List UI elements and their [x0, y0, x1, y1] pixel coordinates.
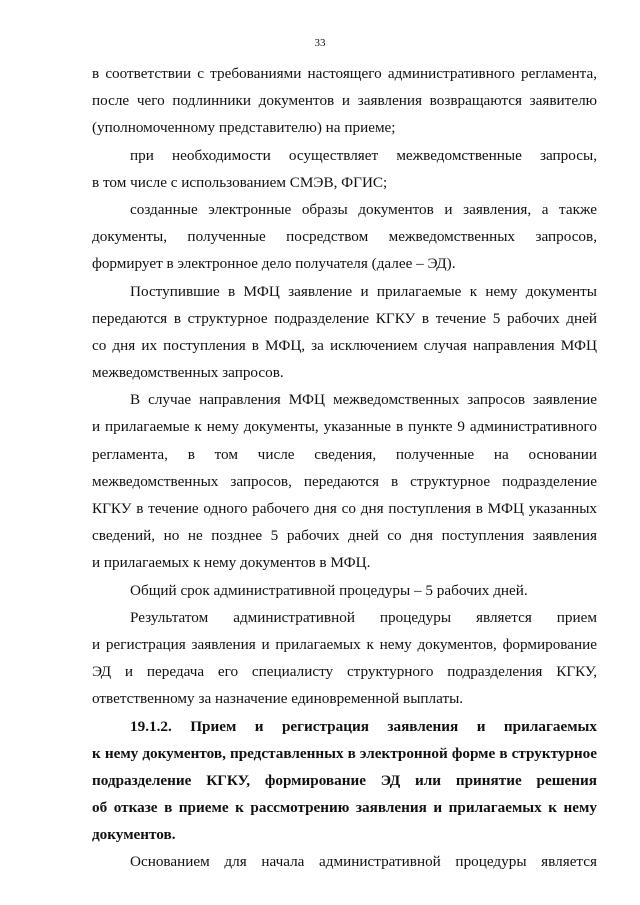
text-line: В случае направления МФЦ межведомственных запросов заявление: [130, 391, 597, 409]
text-line: ЭД и передача его специалисту структурного подразделения КГКУ,: [92, 663, 597, 681]
text-line: в том числе с использованием СМЭВ, ФГИС;: [92, 173, 388, 191]
text-line: Основанием для начала административной процедуры является: [130, 853, 597, 871]
section-heading-line: документов.: [92, 826, 176, 844]
text-line: документы, полученные посредством межведомственных запросов,: [92, 228, 597, 246]
text-line: Результатом административной процедуры является прием: [130, 608, 597, 626]
text-line: ответственному за назначение единовременной выплаты.: [92, 690, 464, 708]
text-line: после чего подлинники документов и заявления возвращаются заявителю: [92, 92, 597, 110]
section-heading-line: 19.1.2. Прием и регистрация заявления и прилагаемых: [130, 717, 597, 735]
text-line: и регистрация заявления и прилагаемых к нему документов, формирование: [92, 635, 597, 653]
text-line: (уполномоченному представителю) на приеме;: [92, 119, 396, 137]
section-heading-line: к нему документов, представленных в электронной форме в структурное: [92, 744, 597, 762]
text-line: и прилагаемые к нему документы, указанные в пункте 9 административного: [92, 418, 597, 436]
section-heading-line: подразделение КГКУ, формирование ЭД или принятие решения: [92, 771, 597, 789]
document-body: [92, 60, 597, 876]
text-line: межведомственных запросов.: [92, 364, 284, 382]
text-line: КГКУ в течение одного рабочего дня со дня поступления в МФЦ указанных: [92, 500, 597, 517]
text-line: межведомственных запросов, передаются в структурное подразделение: [92, 472, 597, 490]
text-line: в соответствии с требованиями настоящего административного регламента,: [92, 65, 597, 82]
text-line: передаются в структурное подразделение КГКУ в течение 5 рабочих дней: [92, 309, 597, 327]
text-line: формирует в электронное дело получателя (далее – ЭД).: [92, 255, 456, 273]
text-line: при необходимости осуществляет межведомственные запросы,: [130, 146, 597, 164]
text-line: сведений, но не позднее 5 рабочих дней со дня поступления заявления: [92, 527, 597, 545]
text-line: созданные электронные образы документов и заявления, а также: [130, 200, 597, 218]
text-line: Поступившие в МФЦ заявление и прилагаемые к нему документы: [130, 282, 597, 300]
section-heading-line: об отказе в приеме к рассмотрению заявления и прилагаемых к нему: [92, 799, 597, 817]
text-line: со дня их поступления в МФЦ, за исключением случая направления МФЦ: [92, 336, 597, 354]
text-line: регламента, в том числе сведения, полученные на основании: [92, 445, 597, 463]
text-line: и прилагаемых к нему документов в МФЦ.: [92, 554, 371, 572]
text-line: Общий срок административной процедуры – 5 рабочих дней.: [130, 581, 528, 599]
page-number: 33: [314, 37, 326, 49]
